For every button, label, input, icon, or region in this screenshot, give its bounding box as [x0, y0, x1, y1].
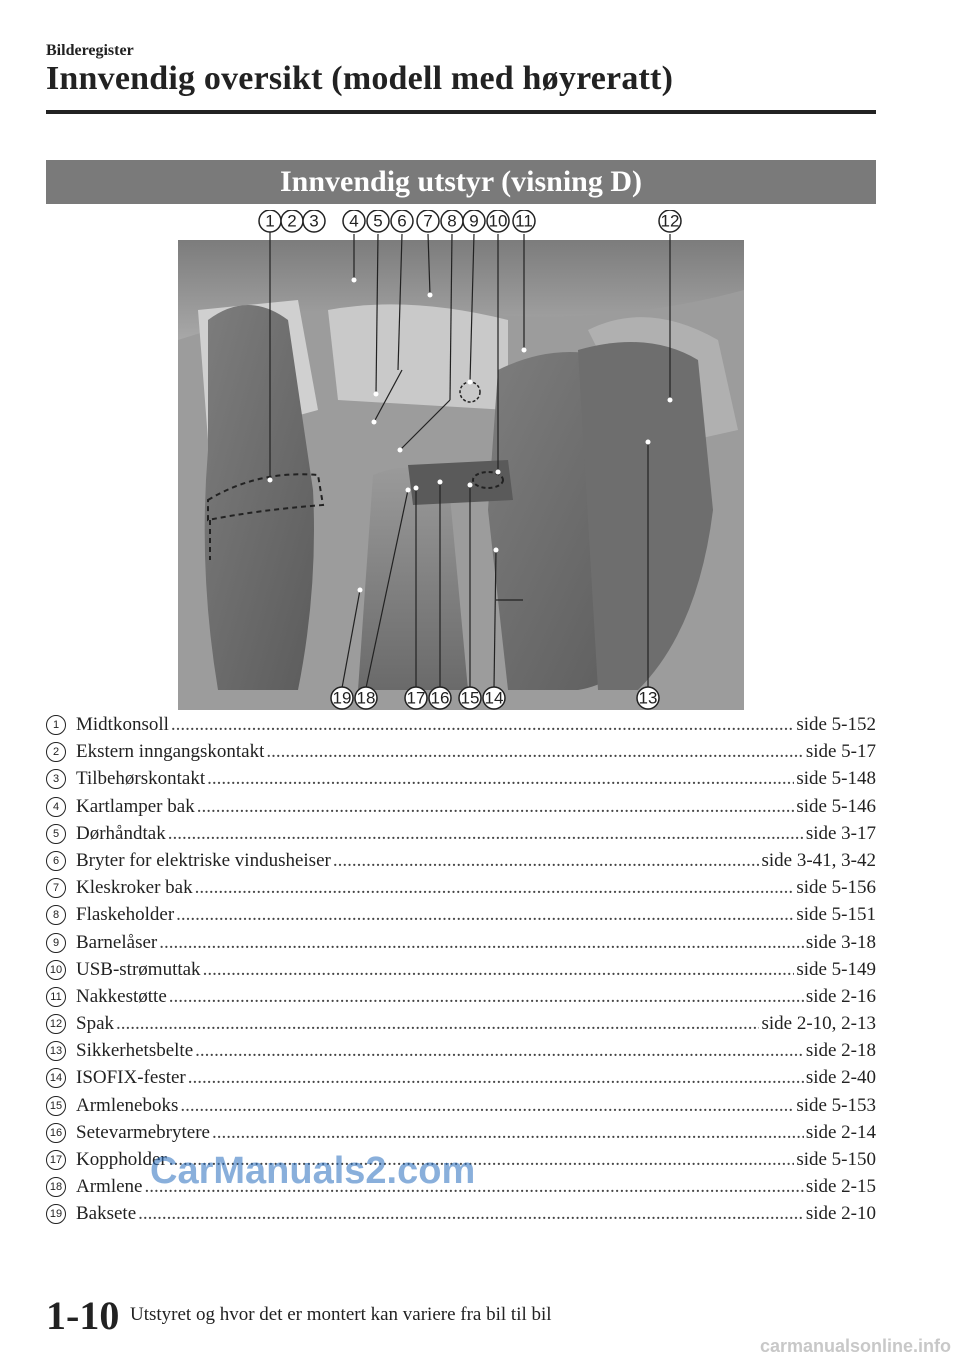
item-page-ref: side 5-151: [796, 904, 876, 926]
callout-badge: [343, 210, 365, 232]
item-page-ref: side 5-146: [796, 795, 876, 817]
callout-badge: [259, 210, 281, 232]
leader-dots: [180, 1095, 794, 1117]
callout-badge: [405, 687, 427, 709]
leader-dots: [116, 1013, 759, 1035]
leader-dots: [207, 768, 794, 790]
item-page-ref: side 2-10: [805, 1203, 876, 1225]
callout-number: 16: [430, 688, 450, 708]
item-label: Armlene: [76, 1176, 143, 1198]
item-number-badge: 12: [46, 1014, 66, 1034]
legend-item: [46, 877, 876, 904]
watermark: CarManuals2.com: [150, 1150, 476, 1192]
item-label: Bryter for elektriske vindusheiser: [76, 849, 331, 871]
top-callout-badges: [259, 210, 681, 232]
item-label: ISOFIX-fester: [76, 1067, 186, 1089]
callout-badge: [331, 687, 353, 709]
callout-number: 17: [406, 688, 426, 708]
callout-badge: [417, 210, 439, 232]
leader-dots: [138, 1203, 804, 1225]
item-label: Dørhåndtak: [76, 822, 166, 844]
item-page-ref: side 5-156: [796, 877, 876, 899]
legend-item: [46, 714, 876, 741]
callout-badge: [463, 210, 485, 232]
callout-number: 12: [660, 211, 680, 231]
item-page-ref: side 2-15: [805, 1176, 876, 1198]
callout-badge: [659, 210, 681, 232]
legend-item: [46, 1095, 876, 1122]
legend-item: [46, 768, 876, 795]
callout-number: 8: [447, 211, 457, 231]
legend-item: [46, 741, 876, 768]
leader-dots: [203, 959, 795, 981]
item-page-ref: side 5-150: [796, 1149, 876, 1170]
item-number-badge: 6: [46, 851, 66, 871]
item-page-ref: side 5-152: [796, 714, 876, 735]
callout-number: 19: [332, 688, 352, 708]
leader-dots: [176, 904, 794, 926]
callout-number: 13: [638, 688, 658, 708]
title-rule: [46, 110, 876, 114]
item-number-badge: 11: [46, 987, 66, 1007]
callout-number: 10: [488, 211, 508, 231]
item-page-ref: side 5-17: [805, 741, 876, 763]
item-label: USB-strømuttak: [76, 958, 201, 980]
item-label: Nakkestøtte: [76, 985, 167, 1007]
callout-badge: [459, 687, 481, 709]
item-page-ref: side 5-153: [796, 1094, 876, 1116]
leader-dots: [171, 714, 794, 736]
item-label: Kartlamper bak: [76, 795, 195, 817]
leader-dots: [195, 877, 795, 899]
leader-dots: [188, 1067, 804, 1089]
leader-dots: [333, 850, 760, 872]
item-label: Flaskeholder: [76, 904, 175, 926]
callout-number: 5: [373, 211, 383, 231]
item-number-badge: 10: [46, 960, 66, 980]
item-label: Midtkonsoll: [76, 714, 169, 735]
legend-item: [46, 959, 876, 986]
leader-dots: [159, 932, 804, 954]
item-page-ref: side 2-10, 2-13: [761, 1013, 876, 1035]
callout-number: 14: [484, 688, 504, 708]
site-watermark: carmanualsonline.info: [760, 1336, 952, 1356]
callout-number: 9: [469, 211, 479, 231]
callout-badge: [281, 210, 303, 232]
item-label: Spak: [76, 1013, 114, 1035]
legend-item: [46, 986, 876, 1013]
legend-item: [46, 1067, 876, 1094]
legend-item: [46, 796, 876, 823]
interior-photo: [178, 210, 744, 710]
callout-badge: [483, 687, 505, 709]
item-label: Koppholder: [76, 1149, 167, 1170]
item-page-ref: side 3-17: [805, 822, 876, 844]
item-number-badge: 19: [46, 1204, 66, 1224]
callout-number: 18: [356, 688, 376, 708]
item-number-badge: 7: [46, 878, 66, 898]
callout-number: 6: [397, 211, 407, 231]
item-label: Baksete: [76, 1203, 137, 1225]
item-number-badge: 5: [46, 824, 66, 844]
item-number-badge: 9: [46, 933, 66, 953]
legend-item: [46, 1203, 876, 1230]
item-page-ref: side 2-18: [805, 1040, 876, 1062]
leader-dots: [197, 796, 795, 818]
item-label: Tilbehørskontakt: [76, 768, 206, 790]
legend-item: [46, 932, 876, 959]
legend-item: [46, 1013, 876, 1040]
item-number-badge: 13: [46, 1041, 66, 1061]
callout-badge: [637, 687, 659, 709]
callout-badge: [391, 210, 413, 232]
item-number-badge: 2: [46, 742, 66, 762]
callout-badge: [513, 210, 535, 232]
callout-number: 15: [460, 688, 480, 708]
item-number-badge: 16: [46, 1123, 66, 1143]
item-page-ref: side 2-16: [805, 985, 876, 1007]
item-page-ref: side 2-40: [805, 1067, 876, 1089]
item-page-ref: side 5-149: [796, 958, 876, 980]
callout-badge: [429, 687, 451, 709]
leader-dots: [266, 741, 803, 763]
item-label: Kleskroker bak: [76, 877, 193, 899]
leader-dots: [195, 1040, 804, 1062]
item-number-badge: 8: [46, 905, 66, 925]
callout-badge: [367, 210, 389, 232]
callout-number: 2: [287, 211, 297, 231]
item-number-badge: 15: [46, 1096, 66, 1116]
item-label: Sikkerhetsbelte: [76, 1040, 194, 1062]
item-page-ref: side 3-18: [805, 931, 876, 953]
item-number-badge: 4: [46, 797, 66, 817]
callout-badge: [355, 687, 377, 709]
item-label: Armleneboks: [76, 1094, 179, 1116]
legend-item: [46, 850, 876, 877]
callout-badge: [303, 210, 325, 232]
footer-note: Utstyret og hvor det er montert kan variere fra bil til bil: [130, 1304, 552, 1325]
item-number-badge: 18: [46, 1177, 66, 1197]
callout-badge: [441, 210, 463, 232]
item-page-ref: side 3-41, 3-42: [761, 849, 876, 871]
page-number: 1-10: [46, 1293, 120, 1338]
item-number-badge: 14: [46, 1068, 66, 1088]
section-label: Bilderegister: [46, 42, 134, 59]
legend-item: [46, 904, 876, 931]
callout-number: 7: [423, 211, 433, 231]
item-label: Barnelåser: [76, 931, 158, 953]
legend-item: [46, 1122, 876, 1149]
item-number-badge: 17: [46, 1150, 66, 1170]
item-page-ref: side 2-14: [805, 1121, 876, 1143]
callout-number: 1: [265, 211, 275, 231]
callout-number: 4: [349, 211, 359, 231]
item-label: Ekstern inngangskontakt: [76, 741, 265, 763]
item-page-ref: side 5-148: [796, 768, 876, 790]
legend-item: [46, 823, 876, 850]
callout-badge: [487, 210, 509, 232]
callout-number: 3: [309, 211, 319, 231]
item-number-badge: 3: [46, 769, 66, 789]
section-banner: Innvendig utstyr (visning D): [46, 160, 876, 204]
leader-dots: [168, 823, 804, 845]
interior-illustration: [178, 210, 744, 710]
leader-dots: [169, 986, 804, 1008]
leader-dots: [212, 1122, 804, 1144]
legend-item: [46, 1040, 876, 1067]
item-label: Setevarmebrytere: [76, 1121, 210, 1143]
page-title: Innvendig oversikt (modell med høyreratt): [46, 60, 674, 97]
callout-number: 11: [515, 211, 533, 231]
item-number-badge: 1: [46, 715, 66, 735]
